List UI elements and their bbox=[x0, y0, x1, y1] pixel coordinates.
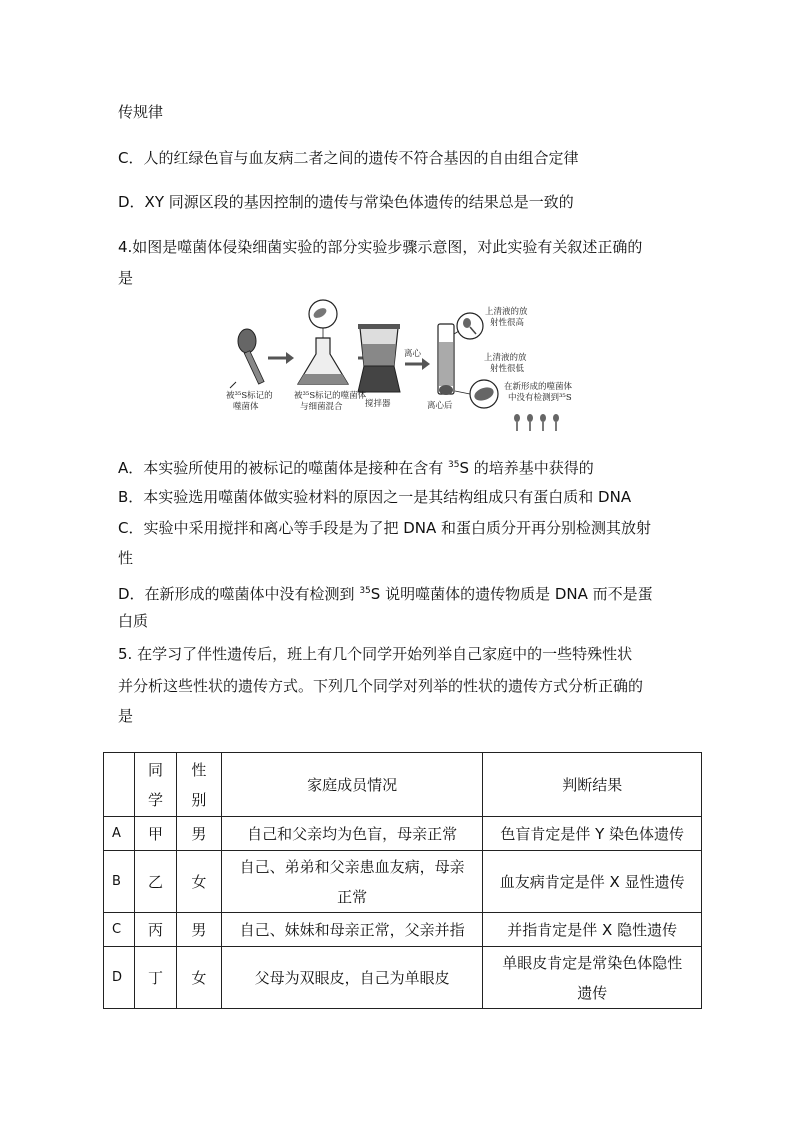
row-family bbox=[221, 851, 483, 913]
row-sex: 男 bbox=[176, 817, 221, 851]
option-c: C．实验中采用搅拌和离心等手段是为了把 DNA 和蛋白质分开再分别检测其放射 bbox=[118, 519, 652, 537]
row-family-line-1: 自己、弟弟和父亲患血友病，母亲 bbox=[239, 857, 465, 876]
row-result: 血友病肯定是伴 X 显性遗传 bbox=[483, 851, 702, 913]
row-result bbox=[483, 947, 702, 1009]
label-centrifuge: 离心 bbox=[404, 349, 422, 359]
row-option: B bbox=[104, 851, 135, 913]
option-a-isotope: 35 bbox=[448, 460, 460, 470]
row-option: C bbox=[104, 913, 135, 947]
label-new-phage: 在新形成的噬菌体 bbox=[504, 382, 573, 392]
option-d-text: D．在新形成的噬菌体中没有检测到 bbox=[118, 585, 360, 603]
question-5-stem-end: 是 bbox=[118, 707, 134, 725]
row-option: A bbox=[104, 817, 135, 851]
option-d-text-end: S 说明噬菌体的遗传物质是 DNA 而不是蛋 bbox=[370, 585, 653, 603]
row-family: 父母为双眼皮，自己为单眼皮 bbox=[221, 947, 483, 1009]
row-student: 乙 bbox=[134, 851, 176, 913]
blender-icon bbox=[358, 324, 400, 392]
phage-experiment-figure bbox=[200, 296, 600, 436]
arrow-icon bbox=[268, 352, 294, 364]
option-a bbox=[118, 455, 594, 478]
option-a-text-end: S 的培养基中获得的 bbox=[459, 459, 594, 477]
row-result: 并指肯定是伴 X 隐性遗传 bbox=[483, 913, 702, 947]
label-mix-2: 与细菌混合 bbox=[300, 402, 343, 412]
row-family: 自己、妹妹和母亲正常，父亲并指 bbox=[221, 913, 483, 947]
supernatant-phage-icon bbox=[454, 313, 483, 339]
question-5-stem-2: 并分析这些性状的遗传方式。下列几个同学对列举的性状的遗传方式分析正确的 bbox=[118, 677, 644, 695]
header-result: 判断结果 bbox=[483, 753, 702, 817]
row-family-line-2: 正常 bbox=[337, 887, 368, 906]
label-phage: 被³⁵S标记的 bbox=[226, 391, 273, 401]
header-student bbox=[134, 753, 176, 817]
row-sex: 男 bbox=[176, 913, 221, 947]
option-c-prev: C．人的红绿色盲与血友病二者之间的遗传不符合基因的自由组合定律 bbox=[118, 149, 579, 167]
header-student-2: 学 bbox=[147, 790, 163, 809]
label-phage-2: 噬菌体 bbox=[233, 402, 259, 412]
header-sex bbox=[176, 753, 221, 817]
row-option: D bbox=[104, 947, 135, 1009]
table-header-row bbox=[104, 753, 702, 817]
option-d-isotope: 35 bbox=[359, 586, 371, 596]
header-sex-2: 别 bbox=[191, 790, 207, 809]
bacterium-icon bbox=[455, 380, 498, 408]
row-student: 丙 bbox=[134, 913, 176, 947]
row-student: 甲 bbox=[134, 817, 176, 851]
option-b: B．本实验选用噬菌体做实验材料的原因之一是其结构组成只有蛋白质和 DNA bbox=[118, 488, 632, 506]
question-4-stem: 4.如图是噬菌体侵染细菌实验的部分实验步骤示意图，对此实验有关叙述正确的 bbox=[118, 238, 643, 256]
option-a-text: A．本实验所使用的被标记的噬菌体是接种在含有 bbox=[118, 459, 449, 477]
heredity-table bbox=[103, 752, 702, 1009]
row-result: 色盲肯定是伴 Y 染色体遗传 bbox=[483, 817, 702, 851]
question-4-stem-end: 是 bbox=[118, 269, 134, 287]
option-d-prev: D．XY 同源区段的基因控制的遗传与常染色体遗传的结果总是一致的 bbox=[118, 193, 574, 211]
line-inheritance-law: 传规律 bbox=[118, 103, 164, 121]
row-family: 自己和父亲均为色盲，母亲正常 bbox=[221, 817, 483, 851]
table-row bbox=[104, 851, 702, 913]
test-tube-icon bbox=[438, 324, 454, 395]
label-supernatant-high-2: 射性很高 bbox=[490, 318, 525, 328]
header-student-1: 同 bbox=[147, 760, 163, 779]
label-stirrer: 搅拌器 bbox=[365, 399, 391, 409]
option-d-cont: 白质 bbox=[118, 612, 149, 630]
option-d bbox=[118, 581, 653, 604]
row-sex: 女 bbox=[176, 947, 221, 1009]
table-row bbox=[104, 947, 702, 1009]
label-mix: 被³⁵S标记的噬菌体 bbox=[294, 391, 367, 401]
row-result-line-2: 遗传 bbox=[577, 983, 608, 1002]
label-supernatant-low-2: 射性很低 bbox=[490, 364, 525, 374]
row-student: 丁 bbox=[134, 947, 176, 1009]
labeled-phage-icon bbox=[230, 329, 264, 388]
label-after-centrifuge: 离心后 bbox=[427, 401, 453, 411]
row-sex: 女 bbox=[176, 851, 221, 913]
table-row bbox=[104, 913, 702, 947]
label-new-phage-2: 中没有检测到³⁵S bbox=[508, 393, 572, 403]
row-result-line-1: 单眼皮肯定是常染色体隐性 bbox=[502, 953, 683, 972]
label-supernatant-low: 上清液的放 bbox=[484, 353, 527, 363]
option-c-cont: 性 bbox=[118, 549, 134, 567]
new-phage-icons bbox=[514, 414, 559, 431]
header-option bbox=[104, 753, 135, 817]
table-row bbox=[104, 817, 702, 851]
flask-icon bbox=[298, 300, 348, 384]
header-family: 家庭成员情况 bbox=[221, 753, 483, 817]
question-5-stem: 5. 在学习了伴性遗传后，班上有几个同学开始列举自己家庭中的一些特殊性状 bbox=[118, 645, 633, 663]
centrifuge-arrow bbox=[405, 358, 430, 370]
label-supernatant-high: 上清液的放 bbox=[485, 307, 528, 317]
header-sex-1: 性 bbox=[191, 760, 207, 779]
